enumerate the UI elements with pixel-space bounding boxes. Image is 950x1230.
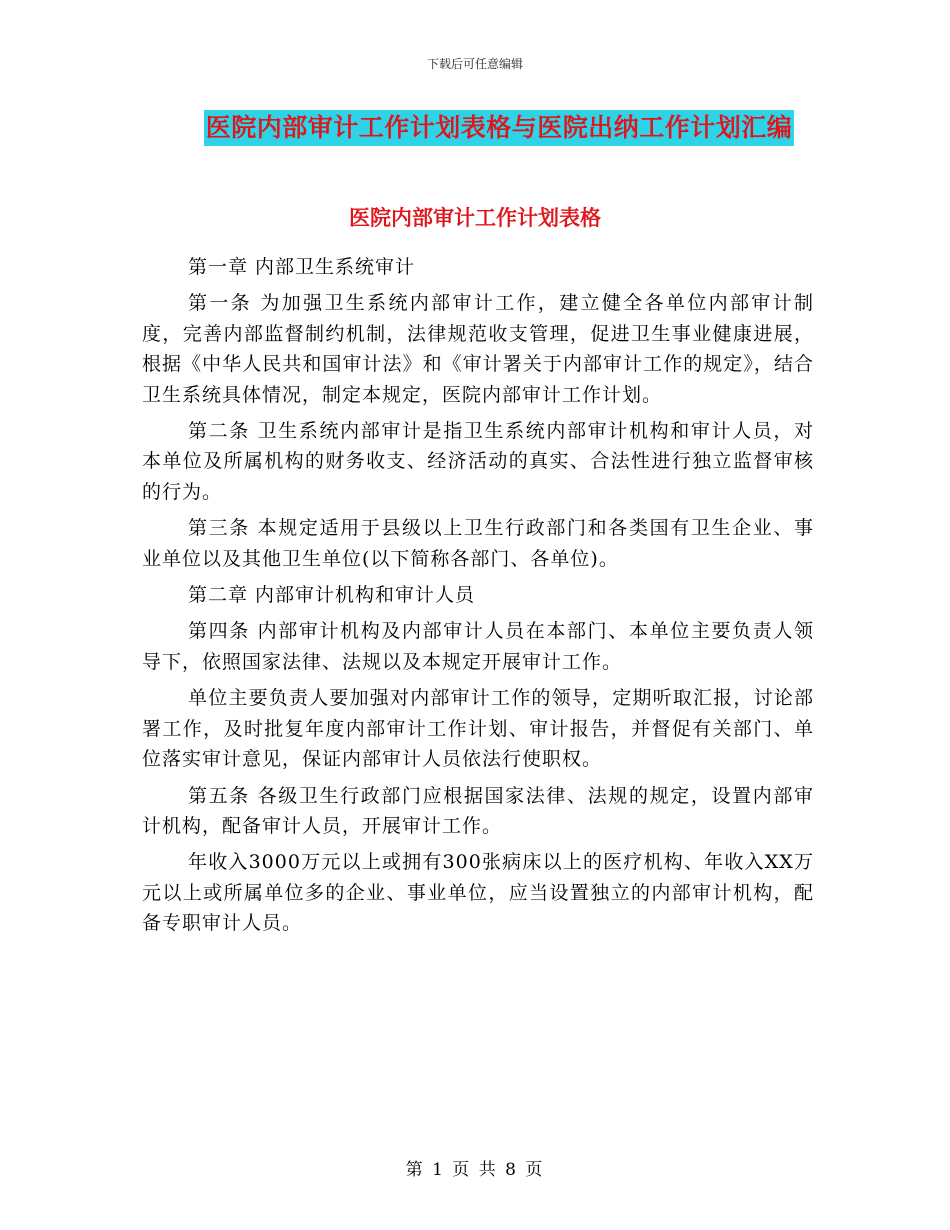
article-paragraph: 第五条 各级卫生行政部门应根据国家法律、法规的规定，设置内部审计机构，配备审计人员，开展审计工作。 <box>142 784 814 837</box>
article-paragraph: 单位主要负责人要加强对内部审计工作的领导，定期听取汇报，讨论部署工作，及时批复年度内部审计工作计划、审计报告，并督促有关部门、单位落实审计意见，保证内部审计人员依法行使职权。 <box>142 687 814 771</box>
article-paragraph: 年收入3000万元以上或拥有300张病床以上的医疗机构、年收入XX万元以上或所属单位多的企业、事业单位，应当设置独立的内部审计机构，配备专职审计人员。 <box>142 851 814 935</box>
document-body <box>142 252 814 945</box>
main-title-wrap <box>0 110 950 146</box>
article-paragraph: 第二条 卫生系统内部审计是指卫生系统内部审计机构和审计人员，对本单位及所属机构的财务收支、经济活动的真实、合法性进行独立监督审核的行为。 <box>142 420 814 503</box>
chapter-heading: 第一章 内部卫生系统审计 <box>188 256 416 278</box>
chapter-heading: 第二章 内部审计机构和审计人员 <box>188 584 476 607</box>
header-note: 下载后可任意编辑 <box>426 57 523 71</box>
section-title: 医院内部审计工作计划表格 <box>349 206 601 230</box>
article-paragraph: 第三条 本规定适用于县级以上卫生行政部门和各类国有卫生企业、事业单位以及其他卫生单位(以下简称各部门、各单位)。 <box>142 517 814 570</box>
page-number-footer: 第 1 页 共 8 页 <box>405 1160 545 1180</box>
document-title: 医院内部审计工作计划表格与医院出纳工作计划汇编 <box>204 110 795 146</box>
article-paragraph: 第一条 为加强卫生系统内部审计工作，建立健全各单位内部审计制度，完善内部监督制约机制，法律规范收支管理，促进卫生事业健康进展，根据《中华人民共和国审计法》和《审计署关于内部审计工作的规定》，结合卫生系统具体情况，制定本规定，医院内部审计工作计划。 <box>142 292 814 406</box>
article-paragraph: 第四条 内部审计机构及内部审计人员在本部门、本单位主要负责人领导下，依照国家法律、法规以及本规定开展审计工作。 <box>142 620 814 673</box>
